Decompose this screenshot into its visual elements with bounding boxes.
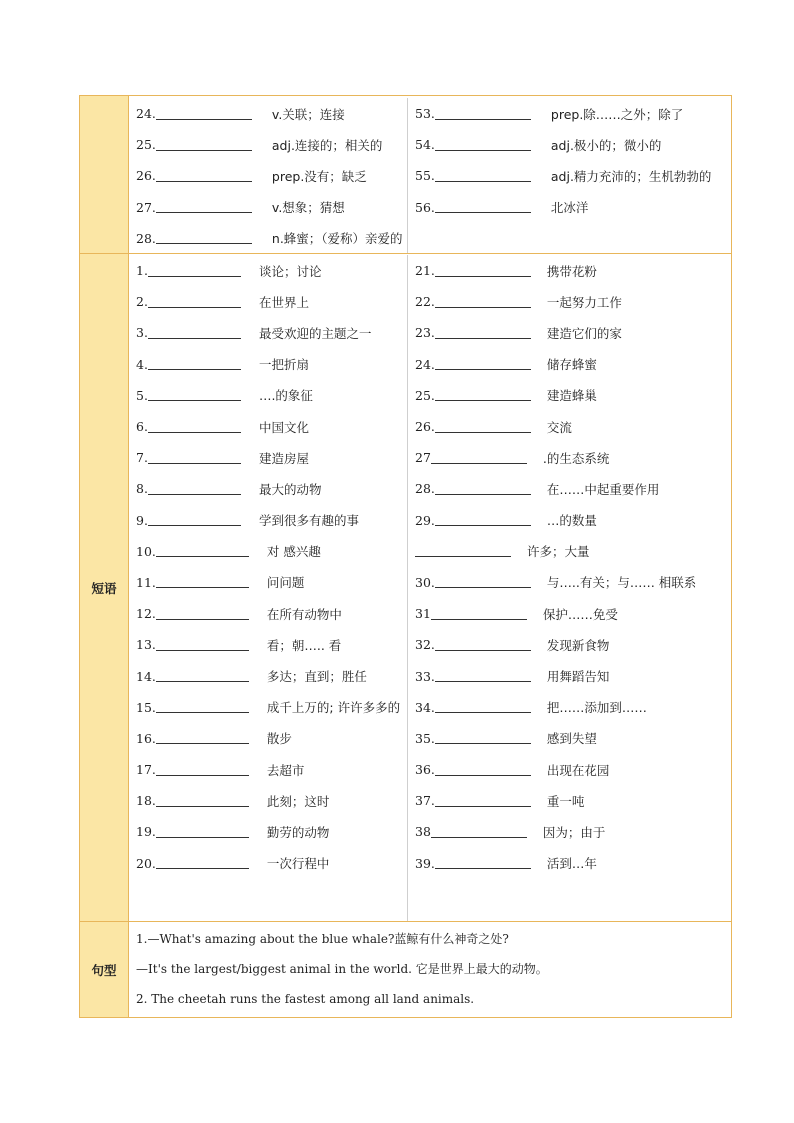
- list-item: [415, 848, 731, 879]
- item-number: 27: [415, 450, 431, 466]
- item-number: 11.: [136, 574, 156, 590]
- answer-blank[interactable]: [148, 296, 241, 308]
- list-item: [415, 160, 731, 191]
- item-meaning: 把……添加到……: [546, 700, 647, 716]
- item-number: 4.: [136, 356, 148, 372]
- list-item: [136, 317, 407, 348]
- list-item: [136, 754, 407, 785]
- list-item: [136, 160, 407, 191]
- list-item: [415, 349, 731, 380]
- answer-blank[interactable]: [156, 764, 249, 776]
- answer-blank[interactable]: [435, 639, 531, 651]
- list-item: [136, 98, 407, 129]
- item-number: 27.: [136, 199, 156, 215]
- item-meaning: 在世界上: [258, 294, 309, 310]
- sentences-label: 句型: [80, 922, 129, 1017]
- list-item: [136, 505, 407, 536]
- answer-blank[interactable]: [435, 421, 531, 433]
- item-number: 18.: [136, 793, 156, 809]
- item-meaning: 与…..有关；与…… 相联系: [546, 575, 697, 591]
- list-item: [415, 505, 731, 536]
- item-meaning: 一把折扇: [258, 357, 309, 373]
- answer-blank[interactable]: [431, 826, 527, 838]
- list-item: [136, 848, 407, 879]
- item-number: 24.: [136, 106, 156, 122]
- phrases-columns: [129, 254, 731, 921]
- answer-blank[interactable]: [435, 576, 531, 588]
- list-item: [136, 380, 407, 411]
- item-number: 6.: [136, 419, 148, 435]
- item-meaning: 携带花粉: [546, 263, 597, 279]
- item-meaning: prep.没有；缺乏: [271, 168, 367, 184]
- answer-blank[interactable]: [435, 139, 531, 151]
- phrases-row: [80, 254, 731, 922]
- answer-blank[interactable]: [435, 358, 531, 370]
- answer-blank[interactable]: [156, 170, 252, 182]
- item-meaning: adj.连接的；相关的: [271, 137, 383, 153]
- sentence-line: 2. The cheetah runs the fastest among all land animals.: [136, 992, 475, 1007]
- item-number: 31: [415, 606, 431, 622]
- answer-blank[interactable]: [435, 732, 531, 744]
- item-number: 16.: [136, 730, 156, 746]
- item-number: 23.: [415, 325, 435, 341]
- answer-blank[interactable]: [148, 514, 241, 526]
- item-meaning: 在所有动物中: [266, 606, 342, 622]
- list-item: [136, 816, 407, 847]
- list-item: [136, 442, 407, 473]
- item-number: 1.: [136, 263, 148, 279]
- item-number: 8.: [136, 481, 148, 497]
- item-meaning: 最受欢迎的主题之一: [258, 325, 372, 341]
- item-meaning: 储存蜂蜜: [546, 357, 597, 373]
- item-meaning: 此刻；这时: [266, 793, 330, 809]
- item-meaning: 用舞蹈告知: [546, 669, 610, 685]
- answer-blank[interactable]: [148, 483, 241, 495]
- list-item: [136, 349, 407, 380]
- list-item: [415, 129, 731, 160]
- item-meaning: 一起努力工作: [546, 294, 622, 310]
- item-number: 5.: [136, 387, 148, 403]
- item-number: 37.: [415, 793, 435, 809]
- answer-blank[interactable]: [435, 201, 531, 213]
- answer-blank[interactable]: [431, 608, 527, 620]
- item-number: 14.: [136, 668, 156, 684]
- item-number: 39.: [415, 855, 435, 871]
- item-meaning: 北冰洋: [550, 200, 589, 216]
- list-item: [415, 380, 731, 411]
- item-number: 2.: [136, 294, 148, 310]
- answer-blank[interactable]: [148, 452, 241, 464]
- list-item: [415, 816, 731, 847]
- item-meaning: ….的象征: [258, 388, 313, 404]
- item-meaning: 感到失望: [546, 731, 597, 747]
- list-item: [136, 129, 407, 160]
- answer-blank[interactable]: [156, 545, 249, 557]
- list-item: [415, 255, 731, 286]
- list-item: [415, 754, 731, 785]
- list-item: [136, 567, 407, 598]
- item-number: 26.: [136, 168, 156, 184]
- item-number: 17.: [136, 762, 156, 778]
- item-number: 12.: [136, 606, 156, 622]
- answer-blank[interactable]: [435, 701, 531, 713]
- answer-blank[interactable]: [435, 296, 531, 308]
- item-meaning: adj.精力充沛的；生机勃勃的: [550, 168, 712, 184]
- sentence-line: 1.—What's amazing about the blue whale?蓝鲸有什么神奇之处?: [136, 931, 509, 946]
- item-meaning: .的生态系统: [542, 450, 610, 466]
- item-number: 3.: [136, 325, 148, 341]
- phrases-label: 短语: [80, 254, 129, 921]
- list-item: [415, 98, 731, 129]
- item-number: 38: [415, 824, 431, 840]
- answer-blank[interactable]: [435, 265, 531, 277]
- answer-blank[interactable]: [435, 795, 531, 807]
- list-item: [136, 411, 407, 442]
- list-item: [136, 223, 407, 254]
- item-meaning: 对 感兴趣: [266, 544, 321, 560]
- list-item: [136, 723, 407, 754]
- item-meaning: 看；朝….. 看: [266, 637, 342, 653]
- sentences-body: [129, 922, 548, 1017]
- item-number: 15.: [136, 699, 156, 715]
- item-meaning: v.关联；连接: [271, 106, 345, 122]
- item-number: 25.: [136, 137, 156, 153]
- answer-blank[interactable]: [156, 670, 249, 682]
- item-meaning: 中国文化: [258, 419, 309, 435]
- list-item: [136, 255, 407, 286]
- answer-blank[interactable]: [156, 232, 252, 244]
- item-number: 19.: [136, 824, 156, 840]
- item-meaning: v.想象；猜想: [271, 200, 345, 216]
- list-item: [136, 629, 407, 660]
- item-number: 55.: [415, 168, 435, 184]
- item-number: 24.: [415, 356, 435, 372]
- answer-blank[interactable]: [156, 639, 249, 651]
- item-meaning: 交流: [546, 419, 572, 435]
- item-number: 54.: [415, 137, 435, 153]
- answer-blank[interactable]: [435, 389, 531, 401]
- item-meaning: adj.极小的；微小的: [550, 137, 662, 153]
- list-item: [415, 629, 731, 660]
- list-item: [136, 192, 407, 223]
- answer-blank[interactable]: [148, 389, 241, 401]
- item-number: 26.: [415, 419, 435, 435]
- item-meaning: 最大的动物: [258, 481, 322, 497]
- item-meaning: prep.除……之外；除了: [550, 106, 684, 122]
- answer-blank[interactable]: [156, 857, 249, 869]
- item-meaning: 在……中起重要作用: [546, 481, 660, 497]
- item-number: 9.: [136, 512, 148, 528]
- item-number: 7.: [136, 450, 148, 466]
- answer-blank[interactable]: [435, 670, 531, 682]
- item-meaning: 谈论；讨论: [258, 263, 322, 279]
- list-item: [415, 785, 731, 816]
- item-number: 13.: [136, 637, 156, 653]
- item-meaning: 去超市: [266, 762, 305, 778]
- list-item: [136, 536, 407, 567]
- item-number: 35.: [415, 730, 435, 746]
- phrases-left-column: [129, 255, 408, 921]
- answer-blank[interactable]: [156, 795, 249, 807]
- answer-blank[interactable]: [435, 857, 531, 869]
- item-meaning: n.蜂蜜；（爱称）亲爱的: [271, 231, 403, 247]
- item-meaning: 重一吨: [546, 793, 585, 809]
- list-item: [415, 598, 731, 629]
- item-meaning: 许多；大量: [527, 544, 590, 560]
- answer-blank[interactable]: [156, 826, 249, 838]
- answer-blank[interactable]: [435, 483, 531, 495]
- item-number: 28.: [415, 481, 435, 497]
- item-meaning: 建造房屋: [258, 450, 309, 466]
- answer-blank[interactable]: [415, 545, 511, 557]
- answer-blank[interactable]: [148, 421, 241, 433]
- item-meaning: 问问题: [266, 575, 305, 591]
- answer-blank[interactable]: [156, 701, 249, 713]
- answer-blank[interactable]: [156, 201, 252, 213]
- item-meaning: 一次行程中: [266, 856, 330, 872]
- item-number: 32.: [415, 637, 435, 653]
- item-meaning: 因为；由于: [542, 824, 606, 840]
- answer-blank[interactable]: [156, 608, 249, 620]
- item-number: 36.: [415, 762, 435, 778]
- list-item: [136, 785, 407, 816]
- list-item: [415, 317, 731, 348]
- sentence-line: —It's the largest/biggest animal in the world. 它是世界上最大的动物。: [136, 962, 548, 977]
- answer-blank[interactable]: [435, 764, 531, 776]
- vocab-columns: [129, 96, 731, 253]
- item-number: 33.: [415, 668, 435, 684]
- answer-blank[interactable]: [148, 265, 241, 277]
- answer-blank[interactable]: [431, 452, 527, 464]
- list-item: [415, 723, 731, 754]
- item-number: 10.: [136, 543, 156, 559]
- vocab-label: [80, 96, 129, 253]
- answer-blank[interactable]: [435, 327, 531, 339]
- phrases-right-column: [408, 255, 731, 921]
- item-meaning: 发现新食物: [546, 637, 610, 653]
- answer-blank[interactable]: [148, 358, 241, 370]
- answer-blank[interactable]: [156, 108, 252, 120]
- list-item: [415, 567, 731, 598]
- item-number: 56.: [415, 199, 435, 215]
- list-item: [136, 286, 407, 317]
- item-meaning: 成千上万的; 许许多多的: [266, 700, 401, 716]
- vocab-row: [80, 96, 731, 254]
- answer-blank[interactable]: [435, 108, 531, 120]
- item-meaning: 散步: [266, 731, 292, 747]
- answer-blank[interactable]: [156, 576, 249, 588]
- item-number: 30.: [415, 574, 435, 590]
- answer-blank[interactable]: [435, 514, 531, 526]
- answer-blank[interactable]: [435, 170, 531, 182]
- answer-blank[interactable]: [148, 327, 241, 339]
- item-number: 28.: [136, 230, 156, 246]
- item-meaning: 活到…年: [546, 856, 597, 872]
- item-meaning: 建造蜂巢: [546, 388, 597, 404]
- item-number: 22.: [415, 294, 435, 310]
- list-item: [415, 411, 731, 442]
- item-meaning: 出现在花园: [546, 762, 610, 778]
- item-number: 34.: [415, 699, 435, 715]
- list-item: [136, 692, 407, 723]
- list-item: [415, 660, 731, 691]
- list-item: [415, 442, 731, 473]
- item-meaning: 勤劳的动物: [266, 824, 330, 840]
- vocab-right-column: [408, 98, 731, 253]
- item-meaning: 保护……免受: [542, 606, 618, 622]
- item-number: 53.: [415, 106, 435, 122]
- item-number: 20.: [136, 855, 156, 871]
- list-item: [415, 536, 731, 567]
- vocab-left-column: [129, 98, 408, 253]
- list-item: [415, 192, 731, 223]
- list-item: [136, 598, 407, 629]
- item-meaning: 学到很多有趣的事: [258, 513, 359, 529]
- list-item: [415, 286, 731, 317]
- answer-blank[interactable]: [156, 732, 249, 744]
- list-item: [136, 660, 407, 691]
- item-number: 25.: [415, 387, 435, 403]
- item-meaning: …的数量: [546, 513, 597, 529]
- item-meaning: 多达；直到；胜任: [266, 669, 367, 685]
- list-item: [136, 473, 407, 504]
- item-number: 29.: [415, 512, 435, 528]
- sentences-row: [80, 922, 731, 1017]
- item-number: 21.: [415, 263, 435, 279]
- item-meaning: 建造它们的家: [546, 325, 622, 341]
- list-item: [415, 473, 731, 504]
- list-item: [415, 692, 731, 723]
- answer-blank[interactable]: [156, 139, 252, 151]
- worksheet-table: [79, 95, 732, 1018]
